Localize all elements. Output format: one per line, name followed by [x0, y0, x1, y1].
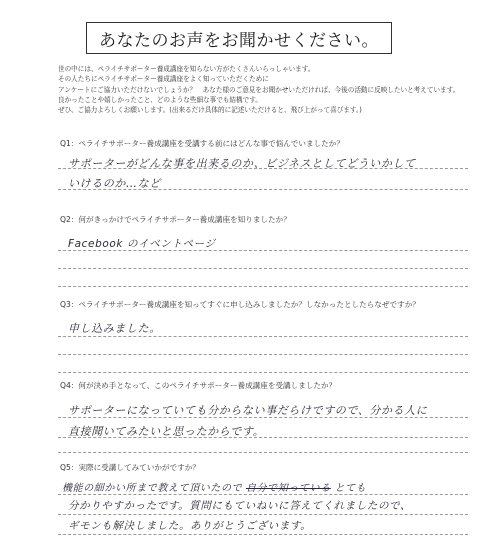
question-3-label: Q3：ペライチサポーター養成講座を知ってすぐに申し込みしましたか？しなかったとしたらなぜですか？: [60, 300, 420, 309]
question-2-label: Q2：何がきっかけでペライチサポーター養成講座を知りましたか？: [60, 215, 291, 224]
answer-rule: [58, 452, 468, 453]
question-5-label: Q5：実際に受講してみていかがですか？: [60, 463, 200, 472]
answer-rule: [58, 189, 468, 190]
page-title: あなたのお声をお聞かせください。: [86, 22, 392, 54]
answer-5-text: とても: [334, 483, 367, 494]
question-4-label: Q4：何が決め手となって、このペライチサポーター養成講座を受講しましたか？: [60, 381, 337, 390]
answer-4-line-1: サポーターになっていても分からない事だらけですので、分かる人に: [68, 404, 428, 417]
answer-rule: [58, 437, 468, 438]
answer-rule: [58, 336, 468, 337]
answer-2-line-1: Facebook のイベントページ: [68, 238, 216, 250]
intro-line: 良かったことや嬉しかったこと、どのような些細な事でも結構です。: [58, 95, 262, 104]
answer-rule: [58, 168, 468, 169]
answer-3-line-1: 申し込みました。: [68, 322, 161, 335]
answer-5-line-1: [62, 479, 366, 494]
intro-line: アンケートにご協力いただけないでしょうか？ あなた様のご意見をお聞かせいただければ、今後の活動に反映したいと考えています。: [58, 85, 460, 94]
answer-rule: [58, 372, 468, 373]
intro-line: ぜひ、ご協力よろしくお願いします。(出来るだけ具体的に記述いただけると、飛び上がって喜びます。): [58, 106, 362, 115]
answer-rule: [58, 534, 468, 535]
question-1-label: Q1：ペライチサポーター養成講座を受講する前にはどんな事で悩んでいましたか？: [60, 139, 344, 148]
answer-5-line-3: ギモンも解決しました。ありがとうございます。: [68, 520, 312, 532]
intro-text: [58, 64, 468, 115]
answer-5-line-2: 分かりやすかったです。質問にもていねいに答えてくれましたので、: [68, 500, 412, 512]
answer-4-line-2: 直接聞いてみたいと思ったからです。: [68, 425, 265, 438]
intro-line: その人たちにペライチサポーター養成講座をよく知っていただくために: [58, 75, 269, 84]
answer-rule: [58, 268, 468, 269]
answer-1-line-2: いけるのか…など: [68, 177, 161, 190]
answer-rule: [58, 494, 468, 495]
answer-rule: [58, 250, 468, 251]
answer-5-text: 機能の細かい所まで教えて頂いたので: [62, 483, 243, 494]
answer-rule: [58, 286, 468, 287]
intro-line: 世の中には、ペライチサポーター養成講座を知らない方がたくさんいらっしゃいます。: [58, 65, 315, 73]
answer-rule: [58, 514, 468, 515]
answer-5-struck-text: 自分で知っている: [245, 483, 331, 494]
answer-1-line-1: サポーターがどんな事を出来るのか、ビジネスとしてどういかして: [68, 157, 416, 170]
answer-rule: [58, 354, 468, 355]
answer-rule: [58, 417, 468, 418]
